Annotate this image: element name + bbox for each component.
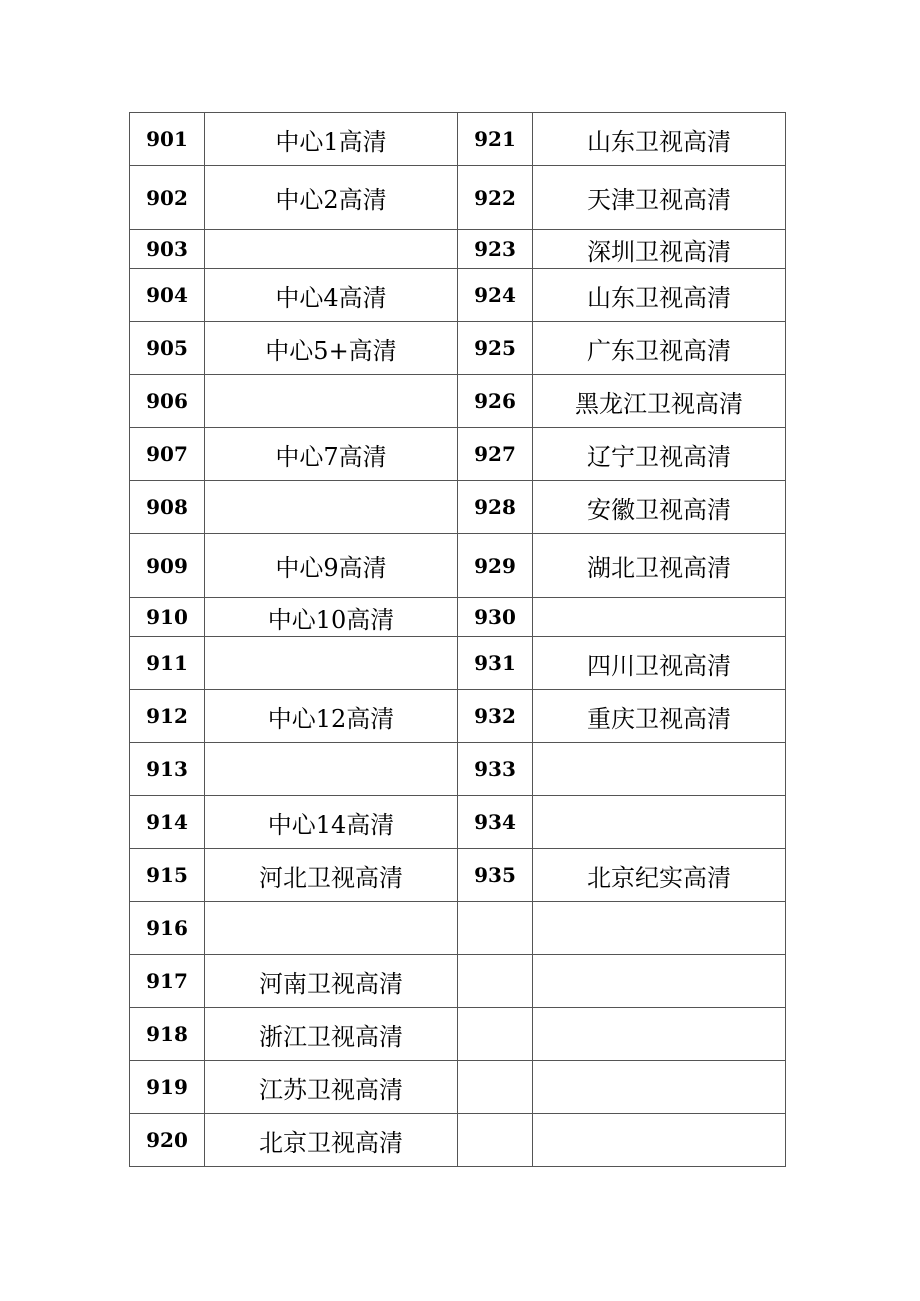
channel-number: 924 bbox=[458, 269, 533, 322]
channel-name: 安徽卫视高清 bbox=[533, 481, 786, 534]
table-row bbox=[130, 113, 786, 166]
channel-number: 922 bbox=[458, 166, 533, 230]
channel-number: 902 bbox=[130, 166, 205, 230]
channel-number: 904 bbox=[130, 269, 205, 322]
channel-number: 912 bbox=[130, 690, 205, 743]
table-row bbox=[130, 269, 786, 322]
channel-number: 910 bbox=[130, 598, 205, 637]
channel-name: 江苏卫视高清 bbox=[205, 1061, 458, 1114]
table-row bbox=[130, 637, 786, 690]
channel-name bbox=[205, 637, 458, 690]
table-row bbox=[130, 849, 786, 902]
channel-name: 山东卫视高清 bbox=[533, 113, 786, 166]
channel-number: 921 bbox=[458, 113, 533, 166]
channel-table bbox=[129, 112, 786, 1167]
channel-number: 925 bbox=[458, 322, 533, 375]
channel-number: 930 bbox=[458, 598, 533, 637]
channel-name: 中心14高清 bbox=[205, 796, 458, 849]
channel-number bbox=[458, 1061, 533, 1114]
table-row bbox=[130, 166, 786, 230]
table-row bbox=[130, 375, 786, 428]
channel-number: 908 bbox=[130, 481, 205, 534]
table-row bbox=[130, 322, 786, 375]
table-row bbox=[130, 428, 786, 481]
channel-name bbox=[533, 598, 786, 637]
channel-number: 918 bbox=[130, 1008, 205, 1061]
channel-number: 932 bbox=[458, 690, 533, 743]
channel-name: 四川卫视高清 bbox=[533, 637, 786, 690]
channel-name: 黑龙江卫视高清 bbox=[533, 375, 786, 428]
channel-name bbox=[533, 1061, 786, 1114]
channel-number: 906 bbox=[130, 375, 205, 428]
channel-number: 905 bbox=[130, 322, 205, 375]
channel-name: 河北卫视高清 bbox=[205, 849, 458, 902]
table-row bbox=[130, 796, 786, 849]
channel-name bbox=[205, 481, 458, 534]
table-row bbox=[130, 690, 786, 743]
channel-number: 916 bbox=[130, 902, 205, 955]
channel-number: 903 bbox=[130, 230, 205, 269]
channel-number: 935 bbox=[458, 849, 533, 902]
table-row bbox=[130, 1061, 786, 1114]
channel-name: 中心5+高清 bbox=[205, 322, 458, 375]
channel-name: 中心1高清 bbox=[205, 113, 458, 166]
channel-number: 923 bbox=[458, 230, 533, 269]
channel-name: 北京卫视高清 bbox=[205, 1114, 458, 1167]
channel-name bbox=[533, 955, 786, 1008]
channel-name: 中心12高清 bbox=[205, 690, 458, 743]
channel-name bbox=[533, 1114, 786, 1167]
channel-name: 中心7高清 bbox=[205, 428, 458, 481]
channel-number: 933 bbox=[458, 743, 533, 796]
channel-number: 926 bbox=[458, 375, 533, 428]
channel-number: 931 bbox=[458, 637, 533, 690]
channel-name: 中心9高清 bbox=[205, 534, 458, 598]
channel-number: 911 bbox=[130, 637, 205, 690]
channel-number: 929 bbox=[458, 534, 533, 598]
table-row bbox=[130, 534, 786, 598]
channel-number bbox=[458, 955, 533, 1008]
channel-name bbox=[205, 902, 458, 955]
channel-number: 913 bbox=[130, 743, 205, 796]
channel-name: 浙江卫视高清 bbox=[205, 1008, 458, 1061]
channel-number: 917 bbox=[130, 955, 205, 1008]
channel-name: 中心10高清 bbox=[205, 598, 458, 637]
table-row bbox=[130, 743, 786, 796]
channel-number: 919 bbox=[130, 1061, 205, 1114]
channel-name: 重庆卫视高清 bbox=[533, 690, 786, 743]
channel-number: 934 bbox=[458, 796, 533, 849]
channel-name bbox=[533, 743, 786, 796]
channel-number: 907 bbox=[130, 428, 205, 481]
channel-name bbox=[533, 902, 786, 955]
channel-name: 山东卫视高清 bbox=[533, 269, 786, 322]
table-row bbox=[130, 902, 786, 955]
channel-name: 中心2高清 bbox=[205, 166, 458, 230]
channel-number bbox=[458, 1008, 533, 1061]
table-row bbox=[130, 481, 786, 534]
channel-number: 927 bbox=[458, 428, 533, 481]
channel-name: 广东卫视高清 bbox=[533, 322, 786, 375]
table-row bbox=[130, 598, 786, 637]
channel-number: 914 bbox=[130, 796, 205, 849]
table-row bbox=[130, 955, 786, 1008]
channel-name: 河南卫视高清 bbox=[205, 955, 458, 1008]
channel-name bbox=[533, 1008, 786, 1061]
channel-number bbox=[458, 1114, 533, 1167]
table-row bbox=[130, 230, 786, 269]
table-row bbox=[130, 1008, 786, 1061]
channel-number: 928 bbox=[458, 481, 533, 534]
channel-name bbox=[533, 796, 786, 849]
channel-number: 915 bbox=[130, 849, 205, 902]
channel-name: 中心4高清 bbox=[205, 269, 458, 322]
channel-name: 深圳卫视高清 bbox=[533, 230, 786, 269]
channel-name bbox=[205, 230, 458, 269]
table-row bbox=[130, 1114, 786, 1167]
channel-number: 909 bbox=[130, 534, 205, 598]
channel-name: 辽宁卫视高清 bbox=[533, 428, 786, 481]
channel-number: 901 bbox=[130, 113, 205, 166]
channel-name bbox=[205, 743, 458, 796]
channel-number: 920 bbox=[130, 1114, 205, 1167]
channel-name: 天津卫视高清 bbox=[533, 166, 786, 230]
channel-name: 北京纪实高清 bbox=[533, 849, 786, 902]
channel-name bbox=[205, 375, 458, 428]
channel-name: 湖北卫视高清 bbox=[533, 534, 786, 598]
channel-number bbox=[458, 902, 533, 955]
